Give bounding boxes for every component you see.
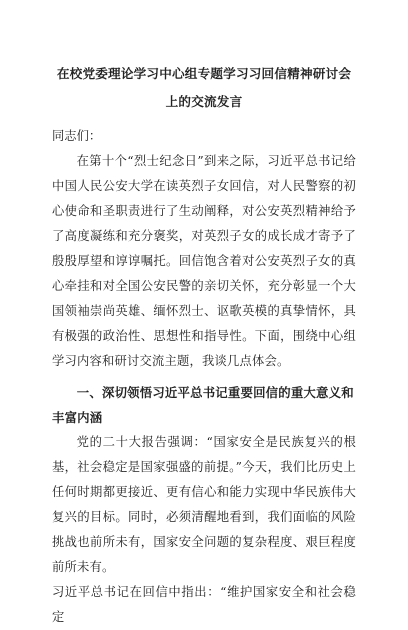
salutation: 同志们： — [52, 129, 102, 143]
document-title: 在校党委理论学习中心组专题学习习回信精神研讨会上的交流发言 — [56, 66, 352, 109]
section-paragraph-continued: 习近平总书记在回信中指出：“维护国家安全和社会稳定 — [52, 585, 356, 624]
intro-paragraph: 在第十个“烈士纪念日”到来之际，习近平总书记给中国人民公安大学在读英烈子女回信，对人民警察的初心使命和圣职责进行了生动阐释，对公安英烈精神给予了高度凝练和充分褒奖，对英烈子女的成长成才寄予了殷殷厚望和谆谆嘱托。回信饱含着对公安英烈子女的真心牵挂和对全国公安民警的亲切关怀，充分彰显一个大国领袖崇尚英雄、缅怀烈士、讴歌英模的真挚情怀，具有极强的政治性、思想性和指导性。下面，围绕中心组学习内容和研讨交流主题，我谈几点体会。 — [52, 154, 356, 368]
section-paragraph: 党的二十大报告强调：“国家安全是民族复兴的根基，社会稳定是国家强盛的前提。”今天，我们比历史上任何时期都更接近、更有信心和能力实现中华民族伟大复兴的目标。同时，必须清醒地看到，我们面临的风险挑战也前所未有，国家安全问题的复杂程度、艰巨程度前所未有。 — [52, 435, 356, 574]
section-heading: 一、深切领悟习近平总书记重要回信的重大意义和丰富内涵 — [52, 385, 354, 425]
